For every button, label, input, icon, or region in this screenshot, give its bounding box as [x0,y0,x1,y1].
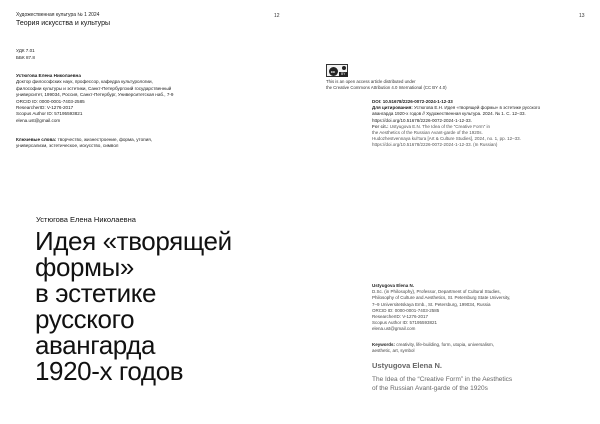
citation-text: авангарда 1920-х годов // Художественная культура. 2024. № 1. С. 12–33. [372,111,526,117]
page-number-right: 13 [579,13,585,19]
license-line: This is an open access article distributed under [326,79,416,84]
article-author: Устюгова Елена Николаевна [36,215,136,224]
author-info-en [372,283,572,333]
author-scopus-id: Scopus Author ID: 57195593821 [372,320,438,326]
title-line: русского [35,304,135,334]
keywords-ru [16,137,226,150]
title-line: of the Russian Avant-garde of the 1920s [372,385,488,392]
citation-link[interactable]: https://doi.org/10.51678/2226-0072-2024-1-12-33. [372,117,472,123]
keywords-text: aesthetic, art, symbol [372,348,415,354]
citation-label-en: For cit.: [372,123,389,129]
keywords-label-ru: Ключевые слова: [16,137,57,142]
author-info-ru [16,73,248,124]
page-number-left: 12 [274,13,280,19]
keywords-text: творчество, жизнестроение, форма, утопия, [57,137,152,142]
keywords-text: creativity, life-building, form, utopia, universalism, [395,342,494,347]
title-line: формы» [35,252,134,282]
author-researcherid: ResearcherID: V-1276-2017 [372,314,429,320]
by-label: BY [339,72,348,77]
author-email[interactable]: elena.ust@gmail.com [16,117,61,123]
author-orcid: ORCID ID: 0000-0001-7403-2585 [16,98,85,104]
citation-text: Устюгова Е.Н. Идея «творящей формы» в эстетике русского [412,105,541,111]
author-name-ru: Устюгова Елена Николаевна [16,73,81,78]
citation-text: the Aesthetics of the Russian Avant-garde of the 1920s. [372,130,483,136]
classification-codes [16,48,35,62]
author-line: Доктор философских наук, профессор, кафедра культурологии, [16,79,153,85]
bbk-code: ББК 87.8 [16,54,35,60]
citation-link[interactable]: https://doi.org/10.51678/2226-0072-2024-1-12-33. (In Russian) [372,142,498,148]
author-researcherid: ResearcherID: V-1276-2017 [16,105,74,111]
title-line: авангарда [35,330,156,360]
keywords-label-en: Keywords: [372,342,396,347]
title-line: в эстетике [35,278,157,308]
title-line: 1920-х годов [35,356,184,386]
author-name-en: Ustyugova Elena N. [372,283,415,288]
article-title-en [372,375,572,393]
article-title-ru [35,228,275,384]
cc-logo-icon: cc [329,67,338,76]
citation-block [372,99,572,149]
title-line: The Idea of the “Creative Form” in the Aesthetics [372,376,513,383]
citation-text: Hudozhestvennaya kul’tura [Art & Culture Studies], 2024, no. 1, pp. 12–33. [372,136,521,142]
udc-code: УДК 7.01 [16,48,35,53]
section-title: Теория искусства и культуры [16,20,111,27]
attribution-person-icon [342,66,346,70]
citation-label-ru: Для цитирования: [372,105,413,111]
author-email[interactable]: elena.ust@gmail.com [372,326,416,332]
author-line: 7–9 Universitetskaya Emb., St. Petersburg, 199034, Russia [372,301,491,307]
author-line: D.Sc. (in Philosophy), Professor, Department of Cultural Studies, [372,289,501,295]
journal-name: Художественная культура № 1 2024 [16,12,100,18]
license-text [326,79,476,91]
cc-license-icon[interactable] [326,64,348,77]
keywords-en [372,342,532,354]
article-author-en: Ustyugova Elena N. [372,361,443,370]
author-orcid: ORCID ID: 0000-0001-7403-2585 [372,307,440,313]
keywords-text: универсализм, эстетическое, искусство, символ [16,143,119,149]
title-line: Идея «творящей [35,226,232,256]
license-line: the Creative Commons Attribution 4.0 International (CC BY 4.0) [326,85,447,91]
doi[interactable]: DOI: 10.51678/2226-0072-2024-1-12-33 [372,99,453,104]
author-line: Philosophy of Culture and Aesthetics, St. Petersburg State University, [372,295,511,301]
author-scopus-id: Scopus Author ID: 57195593821 [16,111,83,117]
author-line: университет, 199034, Россия, Санкт-Петербург, Университетская наб., 7-9 [16,92,174,98]
citation-text: Ustyugova E.N. The Idea of the “Creative Form” in [388,123,490,129]
author-line: философии культуры и эстетики, Санкт-Петербургский государственный [16,85,172,91]
